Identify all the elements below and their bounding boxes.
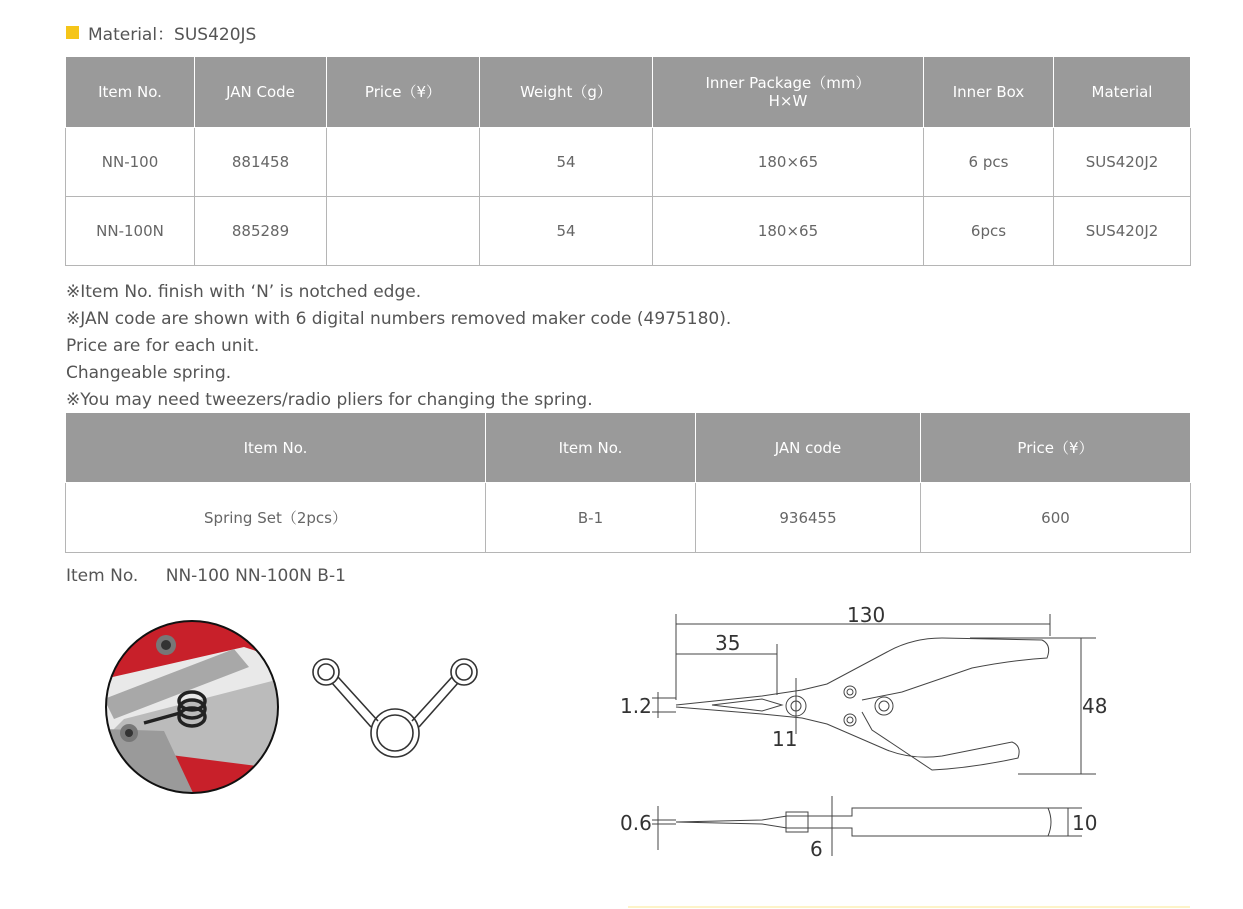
table-row xyxy=(66,197,1191,266)
note-line: Price are for each unit. xyxy=(66,336,260,356)
cell-price xyxy=(327,128,480,197)
spec-header-jan: JAN Code xyxy=(195,57,327,128)
note-line: Changeable spring. xyxy=(66,363,232,383)
dim-side-joint: 6 xyxy=(810,837,823,861)
spring-drawing xyxy=(310,655,480,760)
cell-price xyxy=(327,197,480,266)
cell-inner-box: 6 pcs xyxy=(924,128,1054,197)
yellow-square-icon xyxy=(66,26,79,39)
material-header xyxy=(66,20,256,45)
cell-jan: 885289 xyxy=(195,197,327,266)
divider xyxy=(628,906,1190,908)
note-line: ※Item No. finish with ‘N’ is notched edge. xyxy=(66,282,422,302)
spec-header-package xyxy=(653,57,924,128)
cell-item: Spring Set（2pcs） xyxy=(66,483,486,553)
table-row xyxy=(66,483,1191,553)
cell-item-no: NN-100 xyxy=(66,128,195,197)
note-line: ※You may need tweezers/radio pliers for changing the spring. xyxy=(66,390,593,410)
cell-item-no: B-1 xyxy=(486,483,696,553)
spring-header-price: Price（¥） xyxy=(921,413,1191,483)
dim-joint: 11 xyxy=(772,727,798,751)
dim-tip: 1.2 xyxy=(620,694,652,718)
spring-header-jan: JAN code xyxy=(696,413,921,483)
dim-length: 130 xyxy=(847,603,886,627)
spec-header-weight: Weight（g） xyxy=(480,57,653,128)
spec-header-package-sub: H×W xyxy=(768,92,808,110)
spec-header-price: Price（¥） xyxy=(327,57,480,128)
spec-header-item-no: Item No. xyxy=(66,57,195,128)
cell-material: SUS420J2 xyxy=(1054,197,1191,266)
cell-jan: 936455 xyxy=(696,483,921,553)
dim-height: 48 xyxy=(1082,694,1108,718)
dim-thickness: 10 xyxy=(1072,811,1098,835)
items-line xyxy=(66,566,346,586)
spring-header-item-no: Item No. xyxy=(486,413,696,483)
table-row xyxy=(66,128,1191,197)
cell-price: 600 xyxy=(921,483,1191,553)
spring-table xyxy=(65,412,1191,553)
items-line-label: Item No. xyxy=(66,566,139,586)
cell-package: 180×65 xyxy=(653,197,924,266)
notes xyxy=(66,279,731,414)
spec-header-package-title: Inner Package（mm） xyxy=(705,74,871,92)
cell-package: 180×65 xyxy=(653,128,924,197)
cell-item-no: NN-100N xyxy=(66,197,195,266)
dim-nose: 35 xyxy=(715,631,741,655)
spring-table-header-row xyxy=(66,413,1191,483)
cell-weight: 54 xyxy=(480,197,653,266)
cell-weight: 54 xyxy=(480,128,653,197)
items-line-value: NN-100 NN-100N B-1 xyxy=(165,566,346,586)
spec-header-inner-box: Inner Box xyxy=(924,57,1054,128)
spec-header-material: Material xyxy=(1054,57,1191,128)
dim-side-tip: 0.6 xyxy=(620,811,652,835)
cell-inner-box: 6pcs xyxy=(924,197,1054,266)
spec-table xyxy=(65,56,1191,266)
material-header-text: Material：SUS420JS xyxy=(88,25,257,45)
spring-header-item: Item No. xyxy=(66,413,486,483)
spring-closeup-photo xyxy=(104,619,280,795)
note-line: ※JAN code are shown with 6 digital numbers removed maker code (4975180). xyxy=(66,309,732,329)
cell-material: SUS420J2 xyxy=(1054,128,1191,197)
pliers-dimension-drawing xyxy=(612,600,1112,862)
spec-table-header-row xyxy=(66,57,1191,128)
cell-jan: 881458 xyxy=(195,128,327,197)
